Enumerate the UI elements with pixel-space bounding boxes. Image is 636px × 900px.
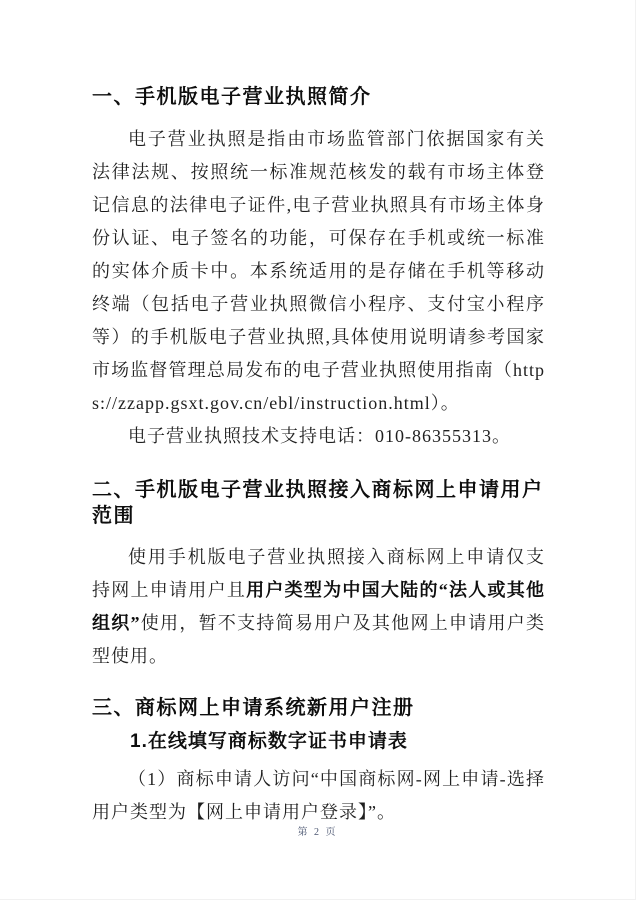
page-number: 第 2 页 [297, 827, 338, 838]
section-2-heading: 二、手机版电子营业执照接入商标网上申请用户范围 [92, 479, 544, 527]
section-1-paragraph-1 [92, 123, 545, 420]
section-2-paragraph [92, 541, 545, 673]
section-3-heading: 三、商标网上申请系统新用户注册 [92, 697, 415, 719]
guide-url: https://zzapp.gsxt.gov.cn/ebl/instruction.html [92, 360, 545, 413]
section-3-paragraph-1: （1）商标申请人访问“中国商标网-网上申请-选择用户类型为【网上申请用户登录】”。 [92, 769, 545, 822]
section-2-paragraph-end: 使用，暂不支持简易用户及其他网上申请用户类型使用。 [92, 613, 546, 666]
section-1-paragraph-1-closing: ）。 [430, 393, 460, 413]
section-2-bold-emphasis: 用户类型为中国大陆的“法人或其他组织” [92, 580, 546, 633]
document-page [92, 84, 545, 829]
section-1-heading: 一、手机版电子营业执照简介 [92, 86, 372, 108]
section-2-paragraph-start: 使用手机版电子营业执照接入商标网上申请仅支持网上申请用户且 [92, 547, 545, 600]
section-3-subheading: 1.在线填写商标数字证书申请表 [130, 731, 408, 752]
section-1-paragraph-2: 电子营业执照技术支持电话：010-86355313。 [128, 426, 511, 446]
section-1-paragraph-1-text: 电子营业执照是指由市场监管部门依据国家有关法律法规、按照统一标准规范核发的载有市场主体登记信息的法律电子证件,电子营业执照具有市场主体身份认证、电子签名的功能，可保存在手机或统一标准的实体介质卡中。本系统适用的是存储在手机等移动终端（包括电子营业执照微信小程序、支付宝小程序等）的手机版电子营业执照,具体使用说明请参考国家市场监督管理总局发布的电子营业执照使用指南（ [92, 129, 545, 380]
